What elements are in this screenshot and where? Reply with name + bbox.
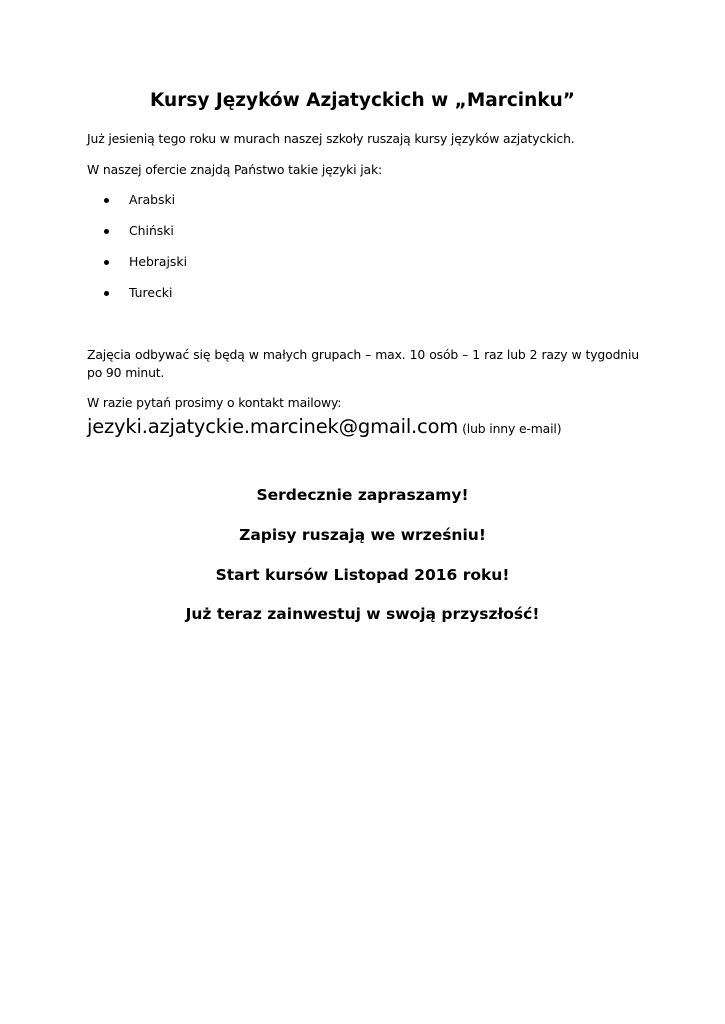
bullet-icon — [104, 198, 109, 203]
slogan-invitation: Serdecznie zapraszamy! — [256, 486, 469, 504]
offer-lead-paragraph: W naszej ofercie znajdą Państwo takie języki jak: — [87, 162, 383, 177]
email-note: (lub inny e-mail) — [462, 421, 562, 436]
intro-paragraph: Już jesienią tego roku w murach naszej szkoły ruszają kursy języków azjatyckich. — [87, 131, 575, 146]
language-label: Turecki — [129, 285, 173, 300]
contact-line — [87, 413, 561, 441]
slogan-invest: Już teraz zainwestuj w swoją przyszłość! — [185, 605, 540, 623]
bullet-icon — [104, 229, 109, 234]
contact-email: jezyki.azjatyckie.marcinek@gmail.com — [87, 415, 459, 438]
contact-lead-paragraph: W razie pytań prosimy o kontakt mailowy: — [87, 395, 342, 410]
language-label: Arabski — [129, 192, 176, 207]
slogan-start-date: Start kursów Listopad 2016 roku! — [215, 566, 510, 584]
schedule-paragraph: Zajęcia odbywać się będą w małych grupach – max. 10 osób – 1 raz lub 2 razy w tygodniu po 90 minut. — [87, 347, 639, 380]
bullet-icon — [104, 291, 109, 296]
language-label: Chiński — [129, 223, 174, 238]
document-title: Kursy Języków Azjatyckich w „Marcinku” — [150, 90, 575, 111]
slogan-enrollment: Zapisy ruszają we wrześniu! — [239, 526, 486, 544]
bullet-icon — [104, 260, 109, 265]
language-label: Hebrajski — [129, 254, 188, 269]
